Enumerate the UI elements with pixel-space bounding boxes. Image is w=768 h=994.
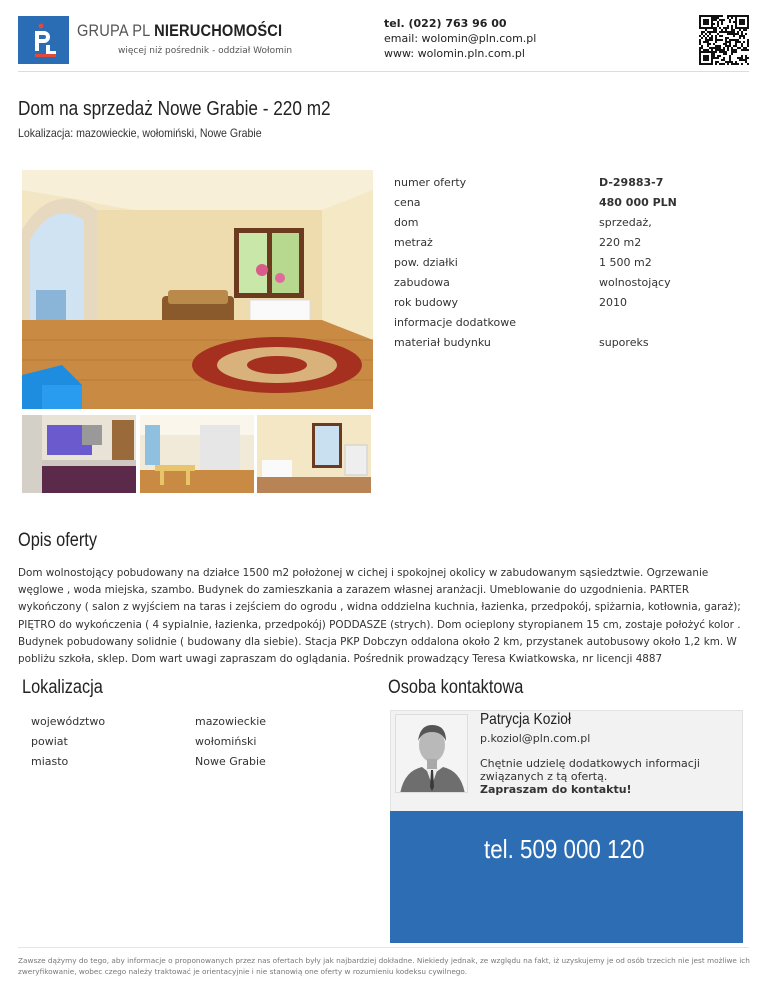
detail-value: wolnostojący bbox=[599, 275, 671, 289]
agent-cta: Zapraszam do kontaktu! bbox=[480, 783, 632, 796]
detail-row bbox=[394, 292, 749, 312]
detail-value: 2010 bbox=[599, 295, 627, 309]
location-label: powiat bbox=[31, 734, 68, 748]
company-logo bbox=[18, 16, 69, 64]
agent-message-text: Chętnie udzielę dodatkowych informacji związanych z tą ofertą. bbox=[480, 757, 700, 783]
office-phone: tel. (022) 763 96 00 bbox=[384, 17, 507, 30]
detail-value: 220 m2 bbox=[599, 235, 642, 249]
detail-row bbox=[394, 192, 749, 212]
office-email[interactable]: email: wolomin@pln.com.pl bbox=[384, 32, 537, 45]
header-divider bbox=[18, 71, 749, 72]
footer-divider bbox=[18, 947, 749, 948]
location-value: wołomiński bbox=[195, 734, 257, 748]
brand-name: GRUPA PL NIERUCHOMOŚCI bbox=[77, 21, 283, 40]
detail-row bbox=[394, 212, 749, 232]
location-value: mazowieckie bbox=[195, 714, 267, 728]
detail-label: numer oferty bbox=[394, 175, 467, 189]
location-value: Nowe Grabie bbox=[195, 754, 266, 768]
detail-row bbox=[394, 272, 749, 292]
location-line: Lokalizacja: mazowieckie, wołomiński, Nowe Grabie bbox=[18, 126, 262, 140]
description-heading: Opis oferty bbox=[18, 530, 98, 551]
agent-message bbox=[480, 757, 720, 796]
contact-heading: Osoba kontaktowa bbox=[388, 677, 524, 698]
agent-avatar bbox=[395, 714, 468, 793]
detail-row bbox=[394, 312, 749, 332]
detail-label: zabudowa bbox=[394, 275, 450, 289]
phone-banner[interactable] bbox=[390, 811, 743, 943]
detail-label: pow. działki bbox=[394, 255, 458, 269]
page-title: Dom na sprzedaż Nowe Grabie - 220 m2 bbox=[18, 98, 331, 120]
location-heading: Lokalizacja bbox=[22, 677, 103, 698]
location-row bbox=[31, 751, 266, 771]
office-website[interactable]: www: wolomin.pln.com.pl bbox=[384, 47, 525, 60]
detail-label: materiał budynku bbox=[394, 335, 491, 349]
brand-tagline: więcej niż pośrednik - oddział Wołomin bbox=[118, 46, 293, 56]
detail-label: informacje dodatkowe bbox=[394, 315, 517, 329]
detail-value: D-29883-7 bbox=[599, 175, 664, 189]
location-row bbox=[31, 711, 266, 731]
thumbnail-kitchen[interactable] bbox=[22, 415, 136, 493]
location-label: miasto bbox=[31, 754, 69, 768]
offer-details-table bbox=[394, 172, 749, 352]
detail-row bbox=[394, 332, 749, 352]
thumbnail-bathroom[interactable] bbox=[257, 415, 371, 493]
description-text: Dom wolnostojący pobudowany na działce 1500 m2 położonej w cichej i spokojnej okolicy w zabudowanym sąsiedztwie. Ogrzewanie węglowe , woda miejska, szambo. Budynek do zamieszkania a zarazem własnej aranżacji. Umeblowanie do uzgodnienia. PARTER wykończony ( salon z wyjściem na taras i zejściem do ogrodu , widna oddzielna kuchnia, łazienka, przedpokój, spiżarnia, kotłownia, garaż); PIĘTRO do wykończenia ( 4 sypialnie, łazienka, przedpokój) PODDASZE (strych). Dom ocieplony styropianem 15 cm, zostaje położyć kolor . Budynek pobudowany solidnie ( budowany dla siebie). Stacja PKP Dobczyn oddalona około 2 km, przystanek autobusowy około 1,2 km. W pobliżu szkoła, sklep. Dom wart uwagi zapraszam do oglądania. Pośrednik prowadzący Teresa Kwiatkowska, nr licencji 4887 bbox=[18, 567, 741, 666]
location-table bbox=[31, 711, 266, 771]
agent-name: Patrycja Kozioł bbox=[480, 711, 572, 728]
detail-label: cena bbox=[394, 195, 421, 209]
detail-label: metraż bbox=[394, 235, 433, 249]
location-row bbox=[31, 731, 266, 751]
main-photo[interactable] bbox=[22, 170, 373, 409]
thumbnail-dining[interactable] bbox=[140, 415, 254, 493]
agent-phone[interactable]: tel. 509 000 120 bbox=[484, 834, 645, 864]
detail-value: suporeks bbox=[599, 335, 649, 349]
detail-row bbox=[394, 252, 749, 272]
detail-label: rok budowy bbox=[394, 295, 459, 309]
agent-email[interactable]: p.koziol@pln.com.pl bbox=[480, 732, 591, 745]
detail-label: dom bbox=[394, 215, 419, 229]
detail-row bbox=[394, 232, 749, 252]
detail-value: sprzedaż, bbox=[599, 215, 652, 229]
detail-value: 1 500 m2 bbox=[599, 255, 652, 269]
detail-value: 480 000 PLN bbox=[599, 195, 677, 209]
qr-code bbox=[699, 15, 749, 65]
office-contact bbox=[384, 16, 536, 61]
detail-row bbox=[394, 172, 749, 192]
footer-disclaimer: Zawsze dążymy do tego, aby informacje o proponowanych przez nas ofertach były jak najbardziej dokładne. Niekiedy jednak, ze względu na fakt, iż uzyskujemy je od osób trzecich nie jest możliwe ich zweryfikowanie, wobec czego należy traktować je orientacyjnie i nie stanowią one oferty w rozumieniu kodeksu cywilnego. bbox=[18, 956, 750, 976]
location-label: województwo bbox=[31, 714, 106, 728]
